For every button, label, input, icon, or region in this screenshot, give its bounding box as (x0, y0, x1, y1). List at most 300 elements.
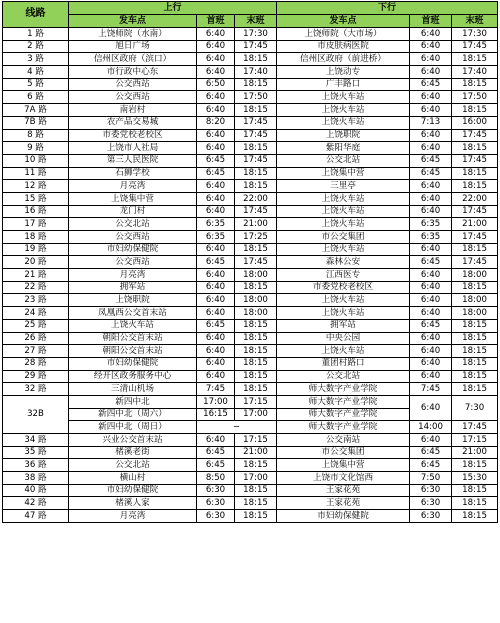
down-stop-cell: 上饶火车站 (277, 192, 410, 205)
route-cell: 29 路 (3, 370, 69, 383)
up-first-cell: 6:40 (197, 91, 235, 104)
down-first-cell: 6:40 (410, 281, 452, 294)
up-stop-cell: 第三人民医院 (69, 154, 197, 167)
down-stop-cell: 公交北站 (277, 370, 410, 383)
up-last-cell: 18:15 (235, 497, 277, 510)
table-row (3, 142, 498, 155)
table-row (3, 129, 498, 142)
table-row (3, 332, 498, 345)
route-cell: 17 路 (3, 218, 69, 231)
up-stop-cell: 农产品交易城 (69, 116, 197, 129)
down-first-cell: 7:50 (410, 472, 452, 485)
route-cell: 26 路 (3, 332, 69, 345)
up-stop-cell: 市妇幼保健院 (69, 243, 197, 256)
up-last-cell: 17:15 (235, 395, 277, 408)
down-first-cell: 6:40 (410, 40, 452, 53)
up-last-cell: 18:15 (235, 345, 277, 358)
down-first-cell: 6:40 (410, 192, 452, 205)
route-cell: 7A 路 (3, 104, 69, 117)
down-last-cell: 16:00 (452, 116, 498, 129)
up-last-cell: 18:15 (235, 332, 277, 345)
down-stop-cell: 上饶动专 (277, 66, 410, 79)
down-stop-cell: 三里亭 (277, 180, 410, 193)
up-first-cell: 6:45 (197, 319, 235, 332)
down-stop-cell: 师大数字产业学院 (277, 408, 410, 421)
down-last-cell: 18:15 (452, 180, 498, 193)
up-stop-cell: 新四中北（周日） (69, 421, 197, 434)
down-first-cell: 6:40 (410, 345, 452, 358)
route-cell: 1 路 (3, 28, 69, 41)
up-last-cell: 17:45 (235, 154, 277, 167)
down-stop-cell: 上饶火车站 (277, 205, 410, 218)
up-last-cell: 21:00 (235, 218, 277, 231)
table-row (3, 510, 498, 523)
route-cell: 2 路 (3, 40, 69, 53)
up-stop-cell: 市委党校老校区 (69, 129, 197, 142)
route-cell: 25 路 (3, 319, 69, 332)
down-stop-cell: 上饶火车站 (277, 104, 410, 117)
table-row (3, 28, 498, 41)
table-row (3, 281, 498, 294)
up-last-cell: 17:45 (235, 256, 277, 269)
route-cell: 47 路 (3, 510, 69, 523)
down-last-cell: 18:15 (452, 345, 498, 358)
down-first-cell: 6:45 (410, 167, 452, 180)
up-stop-cell: 市行政中心东 (69, 66, 197, 79)
table-row (3, 154, 498, 167)
up-last-cell: 18:15 (235, 459, 277, 472)
down-last-cell: 18:15 (452, 332, 498, 345)
up-first-cell: 6:40 (197, 104, 235, 117)
up-stop-cell: 旭日广场 (69, 40, 197, 53)
table-row (3, 180, 498, 193)
route-cell: 21 路 (3, 269, 69, 282)
down-first-cell: 6:40 (410, 395, 452, 420)
up-stop-cell: 公交西站 (69, 231, 197, 244)
up-stop-cell: 新四中北（周六） (69, 408, 197, 421)
up-first-cell: 6:45 (197, 167, 235, 180)
up-first-cell: 6:35 (197, 218, 235, 231)
up-last-cell: 17:40 (235, 66, 277, 79)
up-stop-cell: 上饶火车站 (69, 319, 197, 332)
route-cell: 38 路 (3, 472, 69, 485)
route-cell: 35 路 (3, 446, 69, 459)
up-last-cell: 17:25 (235, 231, 277, 244)
down-stop-cell: 紫阳华庭 (277, 142, 410, 155)
down-last-cell: 18:15 (452, 370, 498, 383)
up-first-cell: 6:45 (197, 446, 235, 459)
down-stop-cell: 公交北站 (277, 154, 410, 167)
down-first-cell: 6:35 (410, 231, 452, 244)
down-last-cell: 18:15 (452, 104, 498, 117)
route-cell: 34 路 (3, 434, 69, 447)
up-direction-header: 上行 (69, 2, 277, 15)
down-last-cell: 18:15 (452, 53, 498, 66)
table-row (3, 319, 498, 332)
up-stop-cell: 上饶职院 (69, 294, 197, 307)
up-first-cell: 6:40 (197, 53, 235, 66)
down-stop-cell: 中央公园 (277, 332, 410, 345)
up-last-cell: 18:15 (235, 370, 277, 383)
up-first-cell: 6:35 (197, 231, 235, 244)
up-first-cell: 6:40 (197, 281, 235, 294)
up-last-cell: 21:00 (235, 446, 277, 459)
up-first-cell: 6:40 (197, 243, 235, 256)
up-stop-cell: 兴业公交首末站 (69, 434, 197, 447)
up-last-cell: 18:15 (235, 104, 277, 117)
up-first-cell: 6:30 (197, 497, 235, 510)
up-first-cell: 17:00 (197, 395, 235, 408)
down-first-cell: 6:40 (410, 205, 452, 218)
up-last-cell: 18:15 (235, 357, 277, 370)
table-row (3, 307, 498, 320)
up-stop-cell: 楮溪老街 (69, 446, 197, 459)
down-last-cell: 17:45 (452, 40, 498, 53)
up-last-cell: 18:15 (235, 78, 277, 91)
up-last-cell: 17:45 (235, 129, 277, 142)
down-stop-header: 发车点 (277, 15, 410, 28)
down-stop-cell: 上饶火车站 (277, 307, 410, 320)
down-last-cell: 18:15 (452, 357, 498, 370)
up-last-cell: 18:15 (235, 484, 277, 497)
up-last-cell: 18:15 (235, 167, 277, 180)
down-stop-cell: 上饶火车站 (277, 294, 410, 307)
down-last-cell: 18:15 (452, 497, 498, 510)
up-last-header: 末班 (235, 15, 277, 28)
down-stop-cell: 上饶集中营 (277, 459, 410, 472)
table-row (3, 218, 498, 231)
up-first-cell: 6:50 (197, 78, 235, 91)
up-first-cell: 6:40 (197, 180, 235, 193)
route-cell: 5 路 (3, 78, 69, 91)
down-first-cell: 6:40 (410, 434, 452, 447)
up-stop-cell: 上饶市人社局 (69, 142, 197, 155)
route-cell: 32B (3, 395, 69, 433)
up-last-cell: 18:00 (235, 307, 277, 320)
table-row (3, 116, 498, 129)
route-cell: 36 路 (3, 459, 69, 472)
up-stop-cell: 公交西站 (69, 256, 197, 269)
up-stop-cell: 南岩村 (69, 104, 197, 117)
table-row (3, 357, 498, 370)
down-stop-cell: 王家花苑 (277, 484, 410, 497)
up-stop-cell: 龙门村 (69, 205, 197, 218)
route-cell: 4 路 (3, 66, 69, 79)
up-first-cell: 6:45 (197, 154, 235, 167)
route-cell: 6 路 (3, 91, 69, 104)
down-first-cell: 6:40 (410, 269, 452, 282)
table-row (3, 383, 498, 396)
table-row (3, 205, 498, 218)
down-stop-cell: 信州区政府（前进桥） (277, 53, 410, 66)
down-last-cell: 18:15 (452, 510, 498, 523)
down-stop-cell: 上饶火车站 (277, 116, 410, 129)
down-first-cell: 6:40 (410, 370, 452, 383)
down-stop-cell: 市皮肤病医院 (277, 40, 410, 53)
schedule-body (3, 28, 498, 523)
down-last-cell: 7:30 (452, 395, 498, 420)
down-last-cell: 18:15 (452, 281, 498, 294)
down-first-cell: 6:45 (410, 446, 452, 459)
up-first-cell: 6:45 (197, 256, 235, 269)
up-first-cell: 6:30 (197, 510, 235, 523)
down-first-cell: 6:40 (410, 129, 452, 142)
down-first-cell: 7:45 (410, 383, 452, 396)
route-cell: 27 路 (3, 345, 69, 358)
down-last-cell: 18:15 (452, 167, 498, 180)
route-cell: 40 路 (3, 484, 69, 497)
down-first-cell: 6:30 (410, 510, 452, 523)
up-time-cell: − (197, 421, 277, 434)
table-row (3, 345, 498, 358)
down-stop-cell: 市公交集团 (277, 231, 410, 244)
up-last-cell: 18:15 (235, 142, 277, 155)
up-first-cell: 8:20 (197, 116, 235, 129)
up-last-cell: 17:45 (235, 40, 277, 53)
up-stop-cell: 楮溪人家 (69, 497, 197, 510)
up-stop-cell: 三清山机场 (69, 383, 197, 396)
bus-schedule-table (2, 1, 498, 523)
up-stop-cell: 公交北站 (69, 459, 197, 472)
down-stop-cell: 师大数字产业学院 (277, 421, 410, 434)
up-last-cell: 18:15 (235, 243, 277, 256)
down-stop-cell: 森林公安 (277, 256, 410, 269)
down-first-cell: 6:40 (410, 180, 452, 193)
route-cell: 8 路 (3, 129, 69, 142)
down-last-cell: 17:45 (452, 421, 498, 434)
up-first-cell: 6:40 (197, 66, 235, 79)
down-stop-cell: 上饶职院 (277, 129, 410, 142)
route-cell: 22 路 (3, 281, 69, 294)
down-stop-cell: 师大数字产业学院 (277, 395, 410, 408)
down-last-cell: 18:15 (452, 243, 498, 256)
up-stop-cell: 石狮学校 (69, 167, 197, 180)
table-row (3, 497, 498, 510)
up-stop-cell: 拥军站 (69, 281, 197, 294)
route-cell: 20 路 (3, 256, 69, 269)
down-first-cell: 6:40 (410, 307, 452, 320)
down-last-cell: 15:30 (452, 472, 498, 485)
up-last-cell: 18:00 (235, 294, 277, 307)
route-cell: 9 路 (3, 142, 69, 155)
down-first-cell: 6:45 (410, 78, 452, 91)
up-last-cell: 17:30 (235, 28, 277, 41)
down-last-cell: 17:45 (452, 129, 498, 142)
up-stop-cell: 公交西站 (69, 78, 197, 91)
down-stop-cell: 上饶火车站 (277, 243, 410, 256)
down-first-cell: 6:40 (410, 243, 452, 256)
down-last-cell: 17:50 (452, 91, 498, 104)
down-last-cell: 18:00 (452, 307, 498, 320)
down-last-cell: 18:15 (452, 142, 498, 155)
route-cell: 42 路 (3, 497, 69, 510)
up-first-cell: 6:40 (197, 307, 235, 320)
down-stop-cell: 广丰路口 (277, 78, 410, 91)
down-stop-cell: 上饶火车站 (277, 345, 410, 358)
up-first-cell: 6:40 (197, 28, 235, 41)
up-first-cell: 6:40 (197, 40, 235, 53)
down-last-cell: 18:00 (452, 269, 498, 282)
route-cell: 7B 路 (3, 116, 69, 129)
up-first-cell: 6:40 (197, 332, 235, 345)
route-cell: 3 路 (3, 53, 69, 66)
up-stop-cell: 新四中北 (69, 395, 197, 408)
down-stop-cell: 上饶火车站 (277, 218, 410, 231)
down-last-cell: 17:45 (452, 154, 498, 167)
up-stop-cell: 市妇幼保健院 (69, 357, 197, 370)
up-stop-cell: 横山村 (69, 472, 197, 485)
down-first-cell: 6:40 (410, 294, 452, 307)
up-stop-cell: 公交北站 (69, 218, 197, 231)
table-row (3, 370, 498, 383)
up-stop-cell: 信州区政府（滨口） (69, 53, 197, 66)
up-stop-cell: 月亮湾 (69, 510, 197, 523)
down-direction-header: 下行 (277, 2, 498, 15)
up-stop-cell: 凤凰西公交首末站 (69, 307, 197, 320)
down-stop-cell: 市委党校老校区 (277, 281, 410, 294)
table-row (3, 78, 498, 91)
down-last-cell: 17:45 (452, 231, 498, 244)
up-last-cell: 22:00 (235, 192, 277, 205)
table-row (3, 53, 498, 66)
down-stop-cell: 市妇幼保健院 (277, 510, 410, 523)
down-stop-cell: 公交南站 (277, 434, 410, 447)
table-row (3, 434, 498, 447)
up-last-cell: 17:00 (235, 408, 277, 421)
down-first-cell: 7:13 (410, 116, 452, 129)
up-first-cell: 6:40 (197, 129, 235, 142)
down-first-cell: 6:45 (410, 319, 452, 332)
down-stop-cell: 上饶集中营 (277, 167, 410, 180)
table-row (3, 40, 498, 53)
route-cell: 23 路 (3, 294, 69, 307)
table-row (3, 472, 498, 485)
down-stop-cell: 王家花苑 (277, 497, 410, 510)
up-stop-cell: 市妇幼保健院 (69, 484, 197, 497)
down-last-cell: 18:15 (452, 383, 498, 396)
table-row (3, 192, 498, 205)
up-last-cell: 18:15 (235, 319, 277, 332)
up-last-cell: 17:45 (235, 116, 277, 129)
up-stop-cell: 经开区政务服务中心 (69, 370, 197, 383)
up-first-cell: 6:40 (197, 294, 235, 307)
route-cell: 24 路 (3, 307, 69, 320)
up-last-cell: 18:15 (235, 53, 277, 66)
table-row (3, 66, 498, 79)
up-first-cell: 16:15 (197, 408, 235, 421)
up-stop-cell: 月亮湾 (69, 269, 197, 282)
down-stop-cell: 师大数字产业学院 (277, 383, 410, 396)
up-first-cell: 6:45 (197, 459, 235, 472)
down-first-cell: 6:40 (410, 53, 452, 66)
down-first-cell: 6:30 (410, 497, 452, 510)
down-last-cell: 17:15 (452, 434, 498, 447)
down-stop-cell: 上饶火车站 (277, 91, 410, 104)
up-stop-cell: 上饶集中营 (69, 192, 197, 205)
up-first-cell: 6:40 (197, 370, 235, 383)
route-cell: 10 路 (3, 154, 69, 167)
table-row (3, 484, 498, 497)
down-stop-cell: 董团村路口 (277, 357, 410, 370)
up-first-cell: 6:30 (197, 484, 235, 497)
up-stop-cell: 上饶师院（水南） (69, 28, 197, 41)
up-first-cell: 6:40 (197, 357, 235, 370)
down-first-cell: 6:45 (410, 256, 452, 269)
up-stop-cell: 月亮湾 (69, 180, 197, 193)
down-last-cell: 18:00 (452, 294, 498, 307)
route-cell: 19 路 (3, 243, 69, 256)
down-first-cell: 6:40 (410, 28, 452, 41)
up-first-cell: 8:50 (197, 472, 235, 485)
down-last-cell: 17:45 (452, 256, 498, 269)
route-cell: 16 路 (3, 205, 69, 218)
down-first-cell: 6:45 (410, 459, 452, 472)
table-row (3, 167, 498, 180)
down-first-cell: 6:30 (410, 484, 452, 497)
down-first-cell: 6:35 (410, 218, 452, 231)
down-stop-cell: 上饶市文化馆西 (277, 472, 410, 485)
up-stop-cell: 朝阳公交首末站 (69, 332, 197, 345)
down-first-cell: 6:40 (410, 66, 452, 79)
table-row (3, 256, 498, 269)
down-last-cell: 21:00 (452, 218, 498, 231)
up-stop-header: 发车点 (69, 15, 197, 28)
route-cell: 12 路 (3, 180, 69, 193)
table-row (3, 459, 498, 472)
up-last-cell: 18:15 (235, 180, 277, 193)
up-first-cell: 6:40 (197, 205, 235, 218)
up-first-cell: 6:40 (197, 434, 235, 447)
up-first-header: 首班 (197, 15, 235, 28)
table-row (3, 294, 498, 307)
down-first-cell: 6:40 (410, 104, 452, 117)
up-stop-cell: 公交西站 (69, 91, 197, 104)
route-cell: 28 路 (3, 357, 69, 370)
down-stop-cell: 市公交集团 (277, 446, 410, 459)
up-last-cell: 18:00 (235, 269, 277, 282)
down-last-cell: 17:30 (452, 28, 498, 41)
table-row (3, 243, 498, 256)
table-row (3, 395, 498, 408)
up-stop-cell: 朝阳公交首末站 (69, 345, 197, 358)
down-last-cell: 18:15 (452, 484, 498, 497)
down-last-cell: 17:40 (452, 66, 498, 79)
route-cell: 11 路 (3, 167, 69, 180)
down-last-header: 末班 (452, 15, 498, 28)
down-first-cell: 6:40 (410, 91, 452, 104)
table-row (3, 421, 498, 434)
down-last-cell: 22:00 (452, 192, 498, 205)
route-header: 线路 (3, 2, 69, 28)
up-last-cell: 17:15 (235, 434, 277, 447)
up-first-cell: 6:40 (197, 345, 235, 358)
up-first-cell: 6:40 (197, 269, 235, 282)
up-last-cell: 18:15 (235, 383, 277, 396)
table-row (3, 269, 498, 282)
table-row (3, 91, 498, 104)
up-first-cell: 7:45 (197, 383, 235, 396)
down-first-cell: 6:40 (410, 332, 452, 345)
up-first-cell: 6:40 (197, 142, 235, 155)
down-first-header: 首班 (410, 15, 452, 28)
up-last-cell: 17:00 (235, 472, 277, 485)
down-first-cell: 6:45 (410, 154, 452, 167)
down-last-cell: 18:15 (452, 78, 498, 91)
down-first-cell: 6:40 (410, 142, 452, 155)
up-last-cell: 18:15 (235, 510, 277, 523)
down-last-cell: 18:15 (452, 459, 498, 472)
down-last-cell: 18:15 (452, 319, 498, 332)
